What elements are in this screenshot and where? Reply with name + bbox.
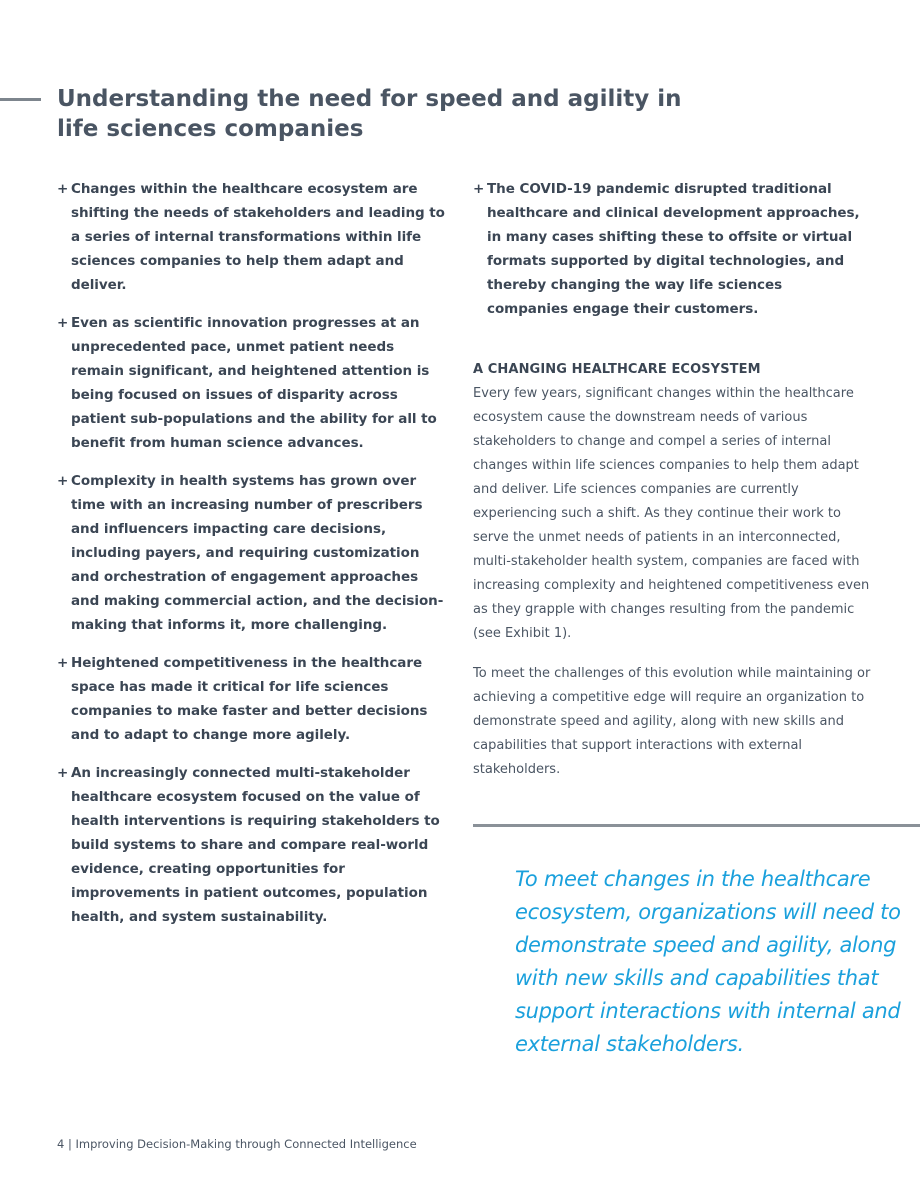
bullet-text: Complexity in health systems has grown over time with an increasing number of prescribers and influencers impacting care decisions, including payers, and requiring customization and orchestration of engagement approaches and making commercial action, and the decision-making that informs it, more challenging. bbox=[71, 473, 444, 633]
pull-quote-rule bbox=[473, 824, 920, 827]
section-paragraph-2: To meet the challenges of this evolution while maintaining or achieving a competitive edge will require an organization to demonstrate speed and agility, along with new skills and capabilities that support interactions with external stakeholders. bbox=[473, 666, 871, 777]
plus-icon: + bbox=[57, 765, 69, 781]
page-number: 4 bbox=[57, 1137, 65, 1151]
section-paragraph-1: Every few years, significant changes within the healthcare ecosystem cause the downstream needs of various stakeholders to change and compel a series of internal changes within life sciences companies to help them adapt and deliver. Life sciences companies are currently experiencing such a shift. As they continue their work to serve the unmet needs of patients in an interconnected, multi-stakeholder health system, companies are faced with increasing complexity and heightened competitiveness even as they grapple with changes resulting from the pandemic (see Exhibit 1). bbox=[473, 386, 870, 641]
bullet-item bbox=[57, 651, 447, 747]
right-bullet-list bbox=[473, 177, 863, 335]
plus-icon: + bbox=[57, 181, 69, 197]
plus-icon: + bbox=[57, 473, 69, 489]
page-title-line-1: Understanding the need for speed and agility in bbox=[57, 86, 682, 112]
plus-icon: + bbox=[57, 655, 69, 671]
section-heading: A CHANGING HEALTHCARE ECOSYSTEM bbox=[473, 362, 761, 377]
plus-icon: + bbox=[57, 315, 69, 331]
page-title-line-2: life sciences companies bbox=[57, 116, 364, 142]
plus-icon: + bbox=[473, 181, 485, 197]
bullet-item bbox=[57, 177, 447, 297]
publication-title: Improving Decision-Making through Connected Intelligence bbox=[75, 1137, 417, 1151]
bullet-item bbox=[57, 311, 447, 455]
footer-separator: | bbox=[67, 1137, 72, 1151]
bullet-text: An increasingly connected multi-stakeholder healthcare ecosystem focused on the value of health interventions is requiring stakeholders to build systems to share and compare real-world evidence, creating opportunities for improvements in patient outcomes, population health, and system sustainability. bbox=[71, 765, 440, 925]
healthcare-ecosystem-section bbox=[473, 358, 873, 798]
bullet-item bbox=[57, 469, 447, 637]
left-bullet-list bbox=[57, 177, 447, 943]
bullet-item bbox=[473, 177, 863, 321]
bullet-text: The COVID-19 pandemic disrupted traditional healthcare and clinical development approaches, in many cases shifting these to offsite or virtual formats supported by digital technologies, and thereby changing the way life sciences companies engage their customers. bbox=[487, 181, 860, 317]
page-title bbox=[57, 84, 697, 144]
bullet-text: Even as scientific innovation progresses at an unprecedented pace, unmet patient needs remain significant, and heightened attention is being focused on issues of disparity across patient sub-populations and the ability for all to benefit from human science advances. bbox=[71, 315, 437, 451]
title-accent-rule bbox=[0, 98, 41, 101]
bullet-text: Changes within the healthcare ecosystem are shifting the needs of stakeholders and leading to a series of internal transformations within life sciences companies to help them adapt and deliver. bbox=[71, 181, 445, 293]
page-footer bbox=[57, 1136, 417, 1152]
bullet-item bbox=[57, 761, 447, 929]
bullet-text: Heightened competitiveness in the healthcare space has made it critical for life sciences companies to make faster and better decisions and to adapt to change more agilely. bbox=[71, 655, 428, 743]
pull-quote: To meet changes in the healthcare ecosystem, organizations will need to demonstrate speed and agility, along with new skills and capabilities that support interactions with internal and external stakeholders. bbox=[515, 867, 901, 1056]
